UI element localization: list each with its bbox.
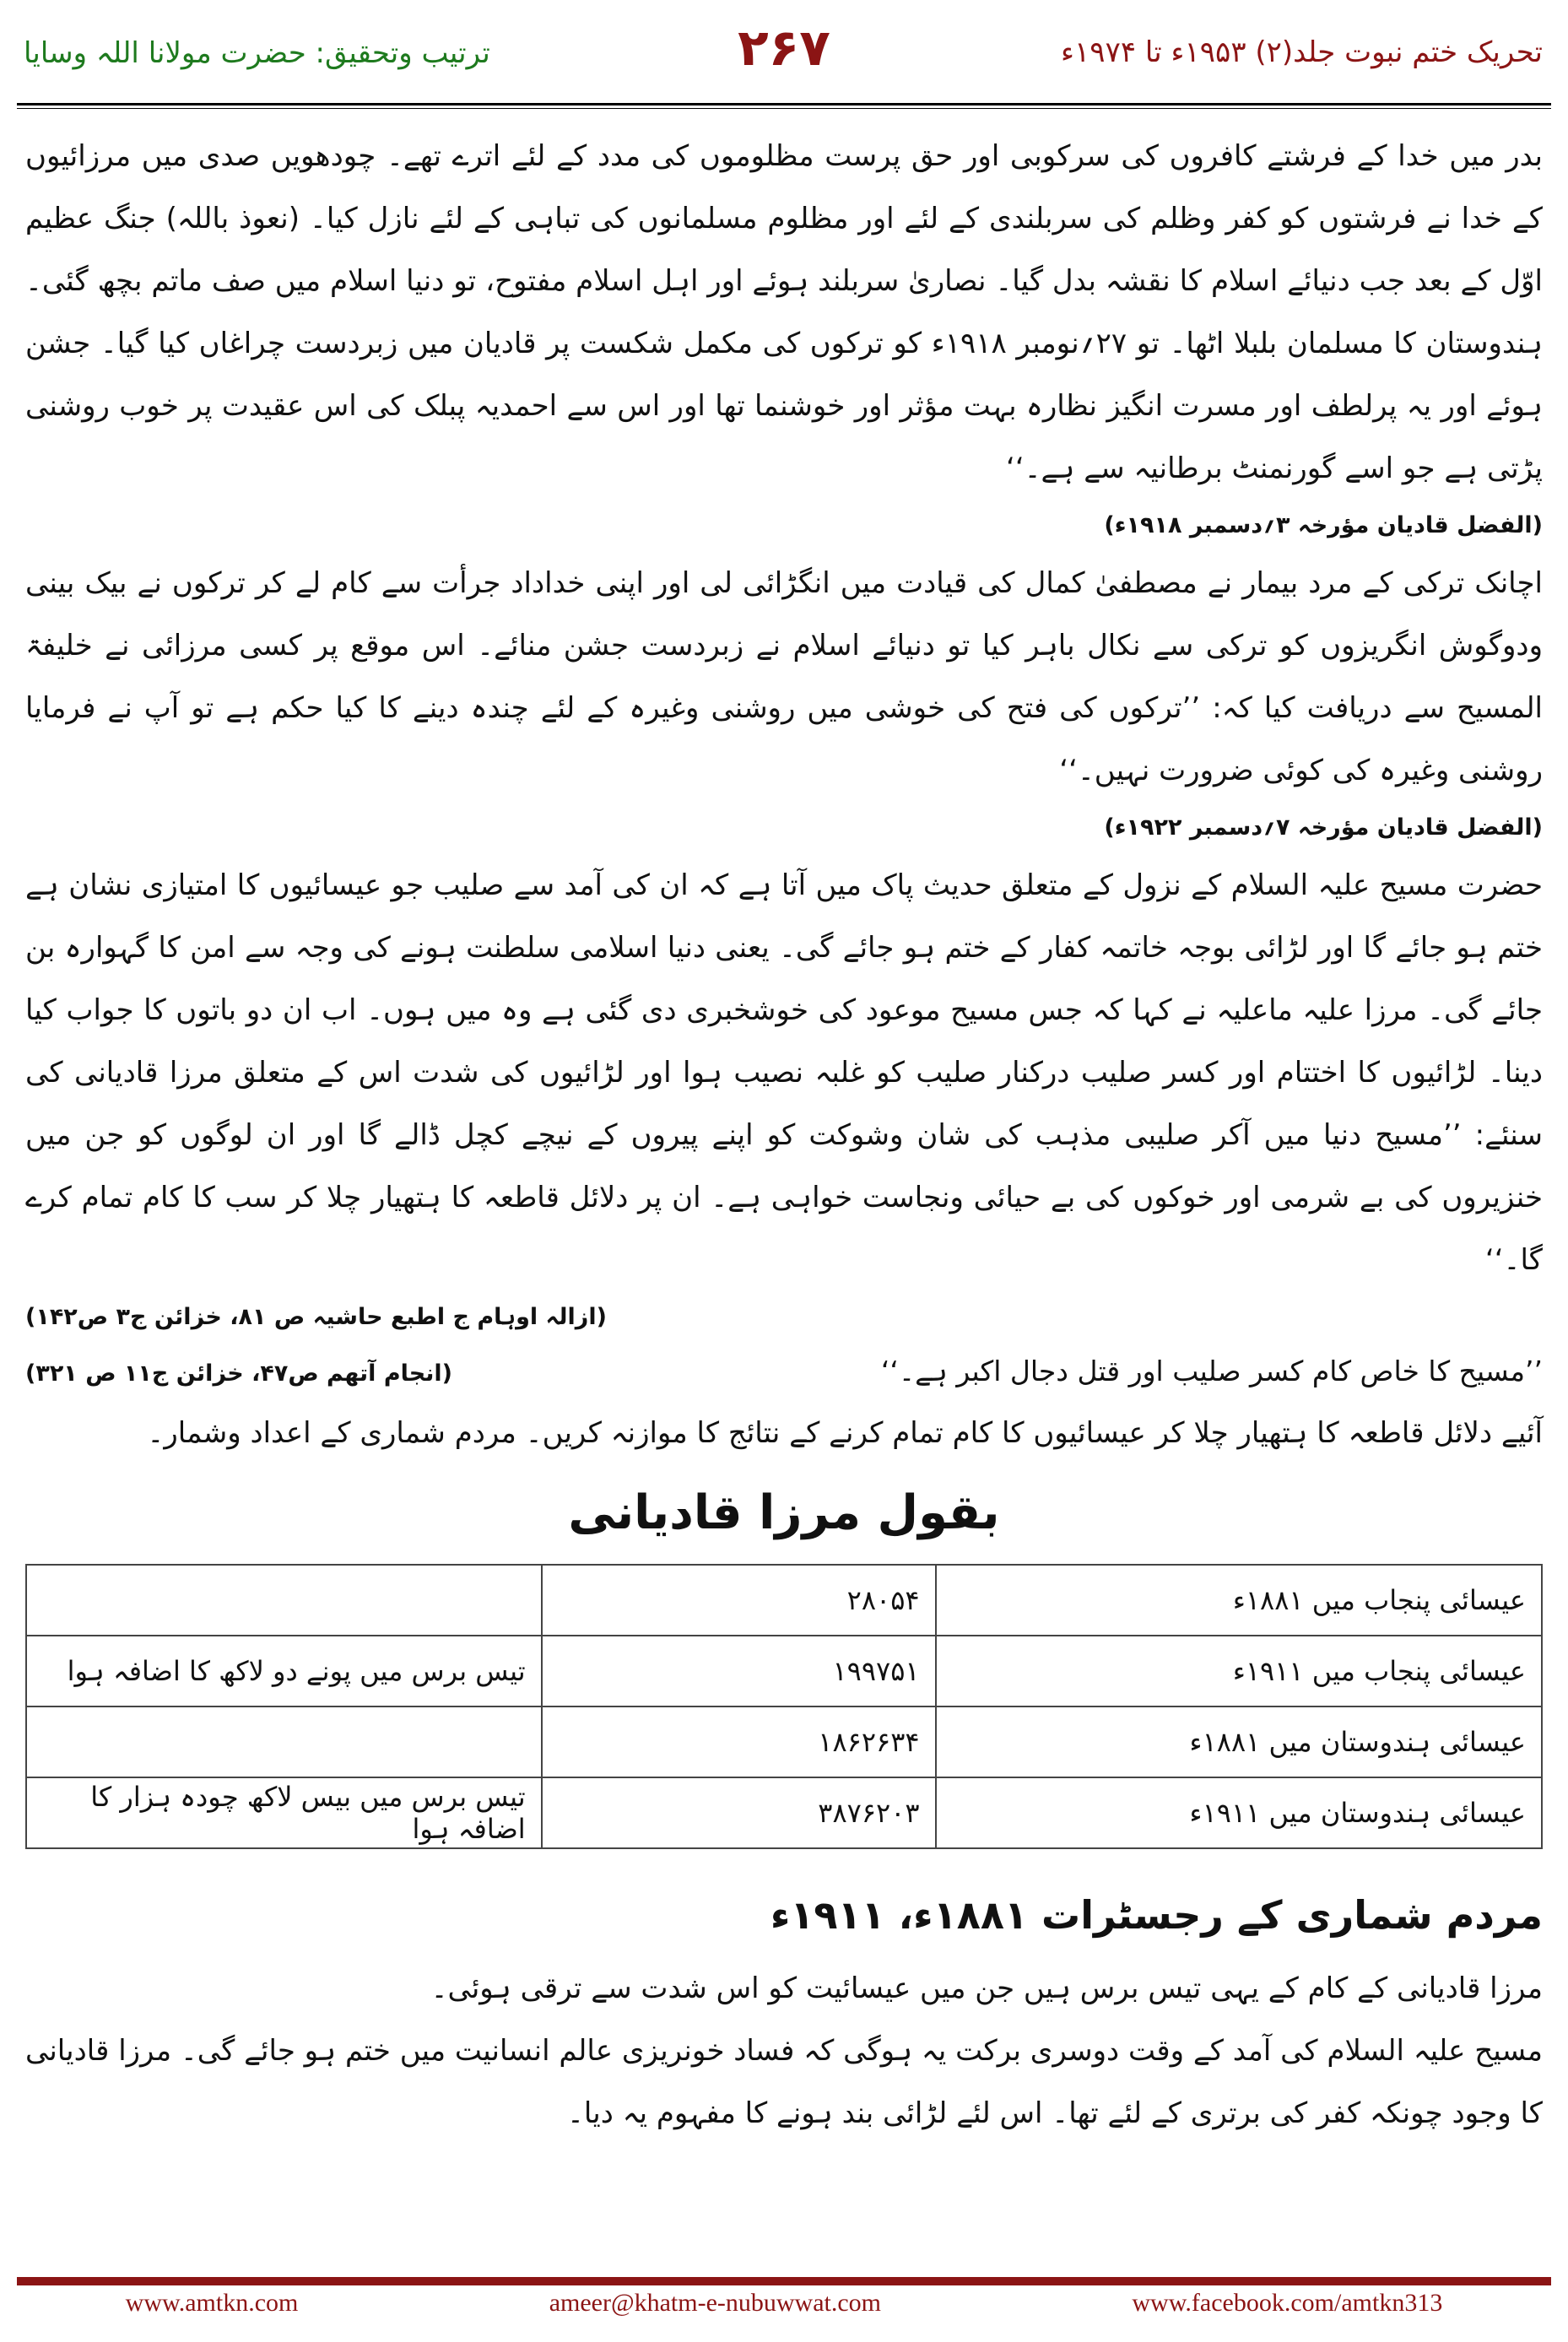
paragraph-5: آئیے دلائل قاطعہ کا ہتھیار چلا کر عیسائیوں کا کام تمام کرنے کے نتائج کا موازنہ کریں۔ مردم شماری کے اعداد وشمار۔ <box>147 1416 1543 1450</box>
paragraph-7: مسیح علیہ السلام کی آمد کے وقت دوسری برکت یہ ہوگی کہ فساد خونریزی عالم انسانیت میں ختم ہو جائے گی۔ مرزا قادیانی کا وجود چونکہ کفر کی برتری کے لئے تھا۔ اس لئے لڑائی بند ہونے کا مفہوم یہ دیا۔ <box>25 2034 1543 2130</box>
page-content <box>25 125 1543 2145</box>
reference-3-text: (ازالہ اوہام ج اطبع حاشیہ ص ۸۱، خزائن ج۳ ص۱۴۲) <box>25 1304 607 1330</box>
email-link[interactable]: ameer@khatm-e-nubuwwat.com <box>549 2289 882 2317</box>
header-rule-thin <box>17 108 1551 109</box>
row-label: عیسائی پنجاب میں ۱۸۸۱ء <box>936 1565 1542 1636</box>
compiler-credit: ترتیب وتحقیق: حضرت مولانا اللہ وسایا <box>24 36 490 70</box>
table-row <box>26 1565 1542 1636</box>
paragraph-2: اچانک ترکی کے مرد بیمار نے مصطفیٰ کمال کی قیادت میں انگڑائی لی اور اپنی خداداد جرأت سے کام لے کر ترکوں نے بیک بینی ودوگوش انگریزوں کو ترکی سے نکال باہر کیا تو دنیائے اسلام نے زبردست جشن منائے۔ اس موقع پر کسی مرزائی نے خلیفۃ المسیح سے دریافت کیا کہ: ’’ترکوں کی فتح کی خوشی میں روشنی وغیرہ کے لئے چندہ دینے کا کیا حکم ہے تو آپ نے فرمایا روشنی وغیرہ کی کوئی ضرورت نہیں۔‘‘ <box>25 566 1543 787</box>
page-number: ۲۶۷ <box>738 19 830 78</box>
paragraph-6: مرزا قادیانی کے کام کے یہی تیس برس ہیں جن میں عیسائیت کو اس شدت سے ترقی ہوئی۔ <box>430 1971 1543 2005</box>
row-value: ۲۸۰۵۴ <box>542 1565 936 1636</box>
row-note: تیس برس میں پونے دو لاکھ کا اضافہ ہوا <box>26 1636 542 1706</box>
reference-3 <box>25 1291 1543 1344</box>
census-table <box>25 1564 1543 1849</box>
page-footer <box>0 2277 1568 2323</box>
row-note <box>26 1565 542 1636</box>
row-value: ۱۸۶۲۶۳۴ <box>542 1706 936 1777</box>
quote-4: ’’مسیح کا خاص کام کسر صلیب اور قتل دجال اکبر ہے۔‘‘ <box>880 1355 1543 1387</box>
reference-2: (الفضل قادیان مؤرخہ ۷؍دسمبر ۱۹۲۲ء) <box>1104 814 1543 841</box>
section-heading: مردم شماری کے رجسٹرات ۱۸۸۱ء، ۱۹۱۱ء <box>770 1892 1543 1938</box>
footer-links <box>0 2289 1568 2318</box>
footer-rule <box>17 2277 1551 2285</box>
reference-4: (انجام آتھم ص۴۷، خزائن ج۱۱ ص ۳۲۱) <box>25 1360 452 1387</box>
book-title: تحریک ختم نبوت جلد(۲) ۱۹۵۳ء تا ۱۹۷۴ء <box>1061 35 1543 69</box>
quote-row <box>25 1344 1543 1402</box>
header-rule <box>17 103 1551 105</box>
row-value: ۱۹۹۷۵۱ <box>542 1636 936 1706</box>
table-row <box>26 1636 1542 1706</box>
facebook-link[interactable]: www.facebook.com/amtkn313 <box>1132 2289 1443 2317</box>
table-title: بقول مرزا قادیانی <box>568 1485 1000 1540</box>
table-row <box>26 1777 1542 1848</box>
website-link[interactable]: www.amtkn.com <box>125 2289 299 2317</box>
row-note <box>26 1706 542 1777</box>
table-row <box>26 1706 1542 1777</box>
row-label: عیسائی ہندوستان میں ۱۹۱۱ء <box>936 1777 1542 1848</box>
reference-1: (الفضل قادیان مؤرخہ ۳؍دسمبر ۱۹۱۸ء) <box>1104 512 1543 538</box>
paragraph-3: حضرت مسیح علیہ السلام کے نزول کے متعلق حدیث پاک میں آتا ہے کہ ان کی آمد سے صلیب جو عیسائیوں کا امتیازی نشان ہے ختم ہو جائے گا اور لڑائی بوجہ خاتمہ کفار کے ختم ہو جائے گی۔ یعنی دنیا اسلامی سلطنت ہونے کی وجہ سے امن کا گہوارہ بن جائے گی۔ مرزا علیہ ماعلیہ نے کہا کہ جس مسیح موعود کی خوشخبری دی گئی ہے وہ میں ہوں۔ اب ان دو باتوں کا جواب کیا دینا۔ لڑائیوں کا اختتام اور کسر صلیب درکنار صلیب کو غلبہ نصیب ہوا اور لڑائیوں کی شدت اس کے متعلق مرزا قادیانی کی سنئے: ’’مسیح دنیا میں آکر صلیبی مذہب کی شان وشوکت کو اپنے پیروں کے نیچے کچل ڈالے گا اور ان لوگوں کو جن میں خنزیروں کی بے شرمی اور خوکوں کی بے حیائی ونجاست خواہی ہے۔ ان پر دلائل قاطعہ کا ہتھیار چلا کر سب کا کام تمام کرے گا۔‘‘ <box>25 868 1543 1277</box>
row-label: عیسائی پنجاب میں ۱۹۱۱ء <box>936 1636 1542 1706</box>
page-header <box>0 0 1568 93</box>
row-value: ۳۸۷۶۲۰۳ <box>542 1777 936 1848</box>
row-label: عیسائی ہندوستان میں ۱۸۸۱ء <box>936 1706 1542 1777</box>
row-note: تیس برس میں بیس لاکھ چودہ ہزار کا اضافہ ہوا <box>26 1777 542 1848</box>
paragraph-1: بدر میں خدا کے فرشتے کافروں کی سرکوبی اور حق پرست مظلوموں کی مدد کے لئے اترے تھے۔ چودھویں صدی میں مرزائیوں کے خدا نے فرشتوں کو کفر وظلم کی سربلندی کے لئے اور مظلوم مسلمانوں کی تباہی کے لئے نازل کیا۔ (نعوذ باللہ) جنگ عظیم اوّل کے بعد جب دنیائے اسلام کا نقشہ بدل گیا۔ نصاریٰ سربلند ہوئے اور اہل اسلام مفتوح، تو دنیا اسلام میں صف ماتم بچھ گئی۔ ہندوستان کا مسلمان بلبلا اٹھا۔ تو ۲۷؍نومبر ۱۹۱۸ء کو ترکوں کی مکمل شکست پر قادیان میں زبردست چراغاں کیا گیا۔ جشن ہوئے اور یہ پرلطف اور مسرت انگیز نظارہ بہت مؤثر اور خوشنما تھا اور اس سے احمدیہ پبلک کی اس عقیدت پر خوب روشنی پڑتی ہے جو اسے گورنمنٹ برطانیہ سے ہے۔‘‘ <box>25 139 1543 485</box>
